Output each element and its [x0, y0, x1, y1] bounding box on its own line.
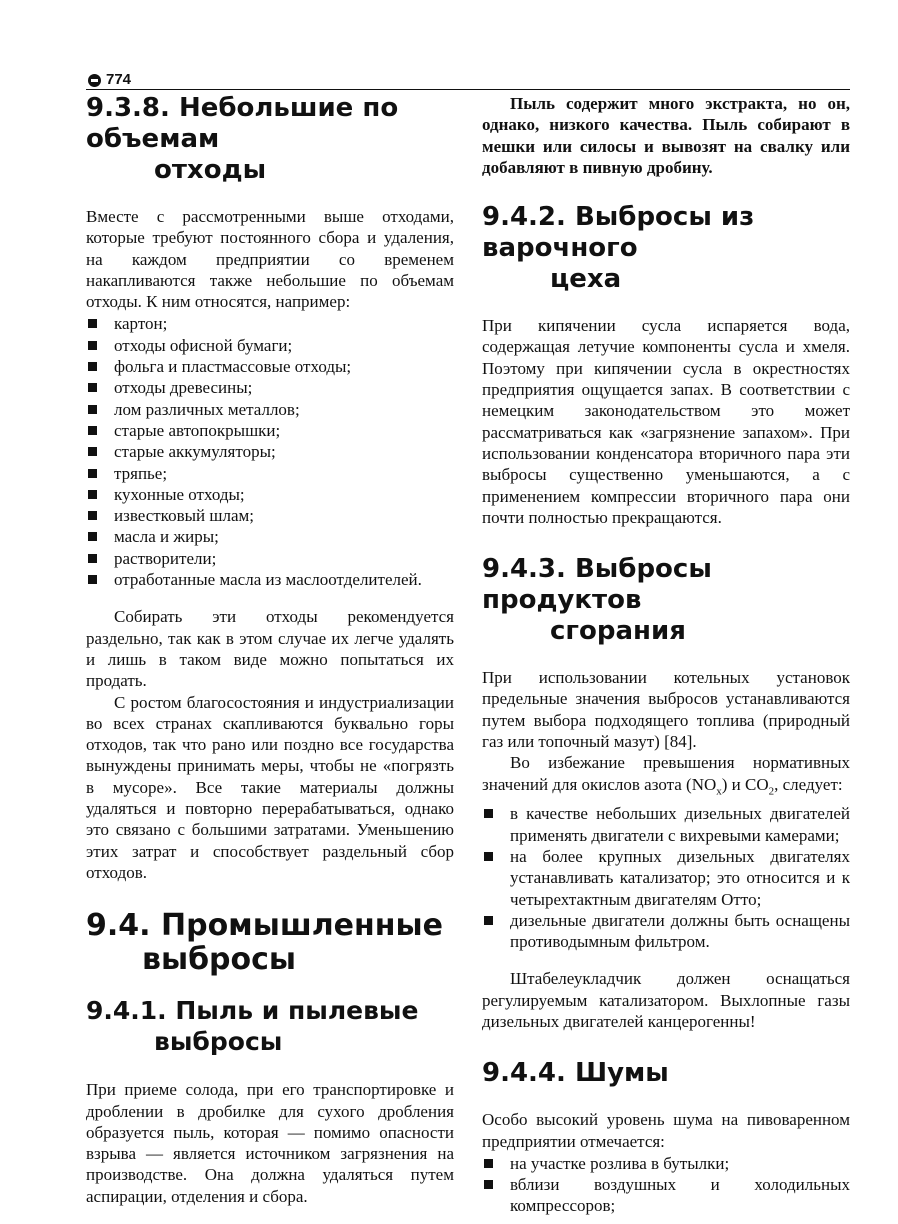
heading-line: 9.4.4. Шумы: [482, 1058, 669, 1089]
paragraph: При использовании котельных установок предельные значения выбросов устанавливаются путем выбора подходящего топлива (природный газ или топочный мазут) [84].: [482, 668, 850, 752]
list-item: масла и жиры;: [86, 526, 454, 547]
text-run: ) и CO: [721, 774, 769, 794]
list-item: тряпье;: [86, 463, 454, 484]
heading-line: 9.4.3. Выбросы продуктов: [482, 554, 712, 616]
list-item: отходы офисной бумаги;: [86, 335, 454, 356]
list-item: на участке розлива в бутылки;: [482, 1153, 850, 1174]
paragraph: С ростом благосостояния и индустриализации во всех странах скапливаются буквально горы отходов, так что рано или поздно все государства вынуждены принимать меры, чтобы не «погрязть в мусоре». Все такие материалы должны удаляться и повторно перерабатываться, однако это связано с большими затратами. Уменьшению этих затрат и способствует раздельный сбор отходов.: [86, 692, 454, 882]
heading-9-4: [86, 909, 454, 977]
text-run: , следует:: [774, 774, 843, 794]
noise-list: [482, 1153, 850, 1217]
list-item: старые аккумуляторы;: [86, 441, 454, 462]
waste-list: [86, 313, 454, 590]
left-column: [86, 93, 454, 1207]
list-item: отходы древесины;: [86, 377, 454, 398]
paragraph: Вместе с рассмотренными выше отходами, которые требуют постоянного сбора и удаления, на каждом предприятии со временем накапливаются также небольшие по объемам отходы. К ним относятся, например:: [86, 207, 454, 312]
list-item: на более крупных дизельных двигателях устанавливать катализатор; это относится и к четырехтактным двигателям Отто;: [482, 846, 850, 910]
heading-9-4-4: [482, 1058, 850, 1089]
heading-line: 9.3.8. Небольшие по объемам: [86, 93, 399, 154]
paragraph: При приеме солода, при его транспортировке и дроблении в дробилке для сухого дробления образуется пыль, которая — помимо опасности взрыва — является источником загрязнения на производстве. Она должна удаляться путем аспирации, отделения и сбора.: [86, 1080, 454, 1206]
page-header: [86, 70, 850, 92]
paragraph-bold: Пыль содержит много экстракта, но он, однако, низкого качества. Пыль собирают в мешки или силосы и вывозят на свалку или добавляют в пивную дробину.: [482, 94, 850, 177]
paragraph: Собирать эти отходы рекомендуется раздельно, так как в этом случае их легче удалять и лишь в таком виде можно попытаться их продать.: [86, 607, 454, 691]
heading-line: цеха: [550, 264, 622, 295]
list-item: отработанные масла из маслоотделителей.: [86, 569, 454, 590]
list-item: фольга и пластмассовые отходы;: [86, 356, 454, 377]
subscript: 2: [768, 785, 775, 798]
heading-line: отходы: [154, 155, 267, 185]
subscript: x: [716, 785, 722, 798]
text-run: Во избежание превышения нормативных значений для окислов азота (NO: [482, 753, 850, 794]
heading-line: 9.4.2. Выбросы из варочного: [482, 202, 755, 264]
page-number: 774: [106, 71, 132, 88]
list-item: картон;: [86, 313, 454, 334]
list-item: вблизи воздушных и холодильных компрессоров;: [482, 1174, 850, 1217]
list-item: растворители;: [86, 548, 454, 569]
paragraph: Штабелеукладчик должен оснащаться регулируемым катализатором. Выхлопные газы дизельных двигателей канцерогенны!: [482, 969, 850, 1031]
heading-9-4-2: [482, 202, 850, 295]
heading-line: 9.4.1. Пыль и пылевые: [86, 996, 419, 1026]
paragraph: [482, 752, 850, 802]
engine-list: [482, 803, 850, 952]
heading-line: выбросы: [142, 942, 297, 978]
heading-line: выбросы: [154, 1027, 283, 1057]
list-item: старые автопокрышки;: [86, 420, 454, 441]
paragraph: Особо высокий уровень шума на пивоваренном предприятии отмечается:: [482, 1110, 850, 1151]
list-item: в качестве небольших дизельных двигателей применять двигатели с вихревыми камерами;: [482, 803, 850, 846]
header-rule: [86, 89, 850, 90]
list-item: кухонные отходы;: [86, 484, 454, 505]
heading-9-4-3: [482, 554, 850, 647]
heading-line: 9.4. Промышленные: [86, 908, 443, 944]
right-column: [482, 93, 850, 1217]
list-item: известковый шлам;: [86, 505, 454, 526]
page-marker-icon: [88, 74, 101, 87]
list-item: дизельные двигатели должны быть оснащены противодымным фильтром.: [482, 910, 850, 953]
paragraph: При кипячении сусла испаряется вода, содержащая летучие компоненты сусла и хмеля. Поэтому при кипячении сусла в окрестностях предприятия ощущается запах. В соответствии с немецким законодательством это может рассматриваться как «загрязнение запахом». При использовании конденсатора вторичного пара эти выбросы существенно уменьшаются, а с применением компрессии вторичного пара они почти полностью прекращаются.: [482, 316, 850, 527]
list-item: лом различных металлов;: [86, 399, 454, 420]
heading-9-4-1: [86, 995, 454, 1057]
heading-line: сгорания: [550, 616, 686, 647]
heading-9-3-8: [86, 93, 454, 186]
